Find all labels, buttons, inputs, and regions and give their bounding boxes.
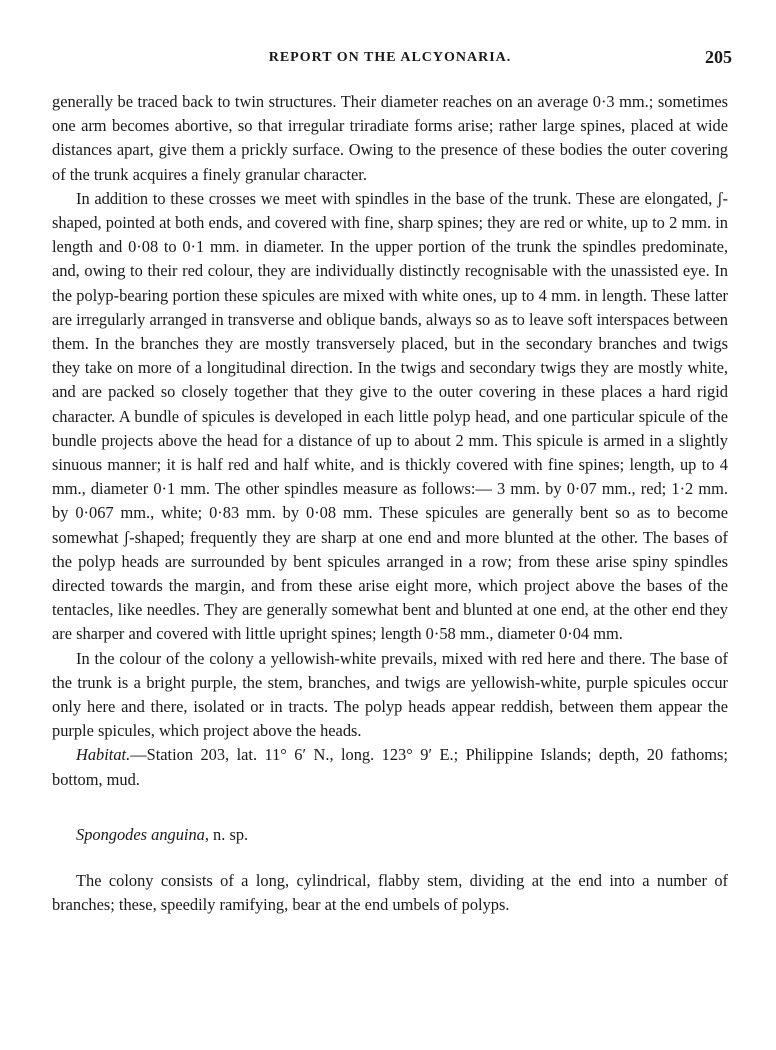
species-suffix: , n. sp.: [204, 824, 249, 844]
paragraph-5: The colony consists of a long, cylindrical, flabby stem, dividing at the end into a number of branches; these, speedily ramifying, bear at the end umbels of polyps.: [52, 871, 728, 915]
paragraph-3: In the colour of the colony a yellowish-white prevails, mixed with red here and there. The base of the trunk is a bright purple, the stem, branches, and twigs are yellowish-white, purple spicules occur only here and there, isolated or in tracts. The polyp heads appear reddish, between them appear the purple spicules, which project above the heads.: [52, 648, 728, 741]
habitat-label: Habitat.: [76, 745, 131, 765]
document-page: [52, 40, 732, 918]
habitat-paragraph: [52, 743, 728, 791]
species-name: Spongodes anguina: [76, 824, 205, 844]
habitat-text: —Station 203, lat. 11° 6′ N., long. 123° 9′ E.; Philippine Islands; depth, 20 fathoms; bottom, mud.: [52, 745, 728, 789]
running-title: REPORT ON THE ALCYONARIA.: [268, 50, 512, 65]
page-header: [52, 40, 732, 68]
paragraph-1: generally be traced back to twin structures. Their diameter reaches on an average 0·3 mm.; sometimes one arm becomes abortive, so that irregular triradiate forms arise; rather large spines, placed at wide distances apart, give them a prickly surface. Owing to the presence of these bodies the outer covering of the trunk acquires a finely granular character.: [52, 92, 728, 184]
paragraph-2: In addition to these crosses we meet with spindles in the base of the trunk. These are elongated, ʃ-shaped, pointed at both ends, and covered with fine, sharp spines; they are red or white, up to 2 mm. in length and 0·08 to 0·1 mm. in diameter. In the upper portion of the trunk the spindles predominate, and, owing to their red colour, they are individually distinctly recognisable with the unassisted eye. In the polyp-bearing portion these spicules are mixed with white ones, up to 4 mm. in length. These latter are irregularly arranged in transverse and oblique bands, always so as to leave soft interspaces between them. In the branches they are mostly transversely placed, but in the secondary branches and twigs they take on more of a longitudinal direction. In the twigs and secondary twigs they are mostly white, and are packed so closely together that they give to the outer covering in these places a hard rigid character. A bundle of spicules is developed in each little polyp head, and one particular spicule of the bundle projects above the head for a distance of up to about 2 mm. This spicule is armed in a slightly sinuous manner; it is half red and half white, and is thickly covered with fine spines; length, up to 4 mm., diameter 0·1 mm. The other spindles measure as follows:— 3 mm. by 0·07 mm., red; 1·2 mm. by 0·067 mm., white; 0·83 mm. by 0·08 mm. These spicules are generally bent so as to become somewhat ʃ-shaped; frequently they are sharp at one end and more blunted at the other. The bases of the polyp heads are surrounded by bent spicules arranged in a row; from these arise spiny spindles directed towards the margin, and from these arise eight more, which project above the bases of the tentacles, like needles. They are generally somewhat bent and blunted at one end, at the other end they are sharper and covered with little upright spines; length 0·58 mm., diameter 0·04 mm.: [52, 188, 728, 644]
species-heading: [52, 823, 728, 847]
page-number: 205: [705, 47, 732, 67]
